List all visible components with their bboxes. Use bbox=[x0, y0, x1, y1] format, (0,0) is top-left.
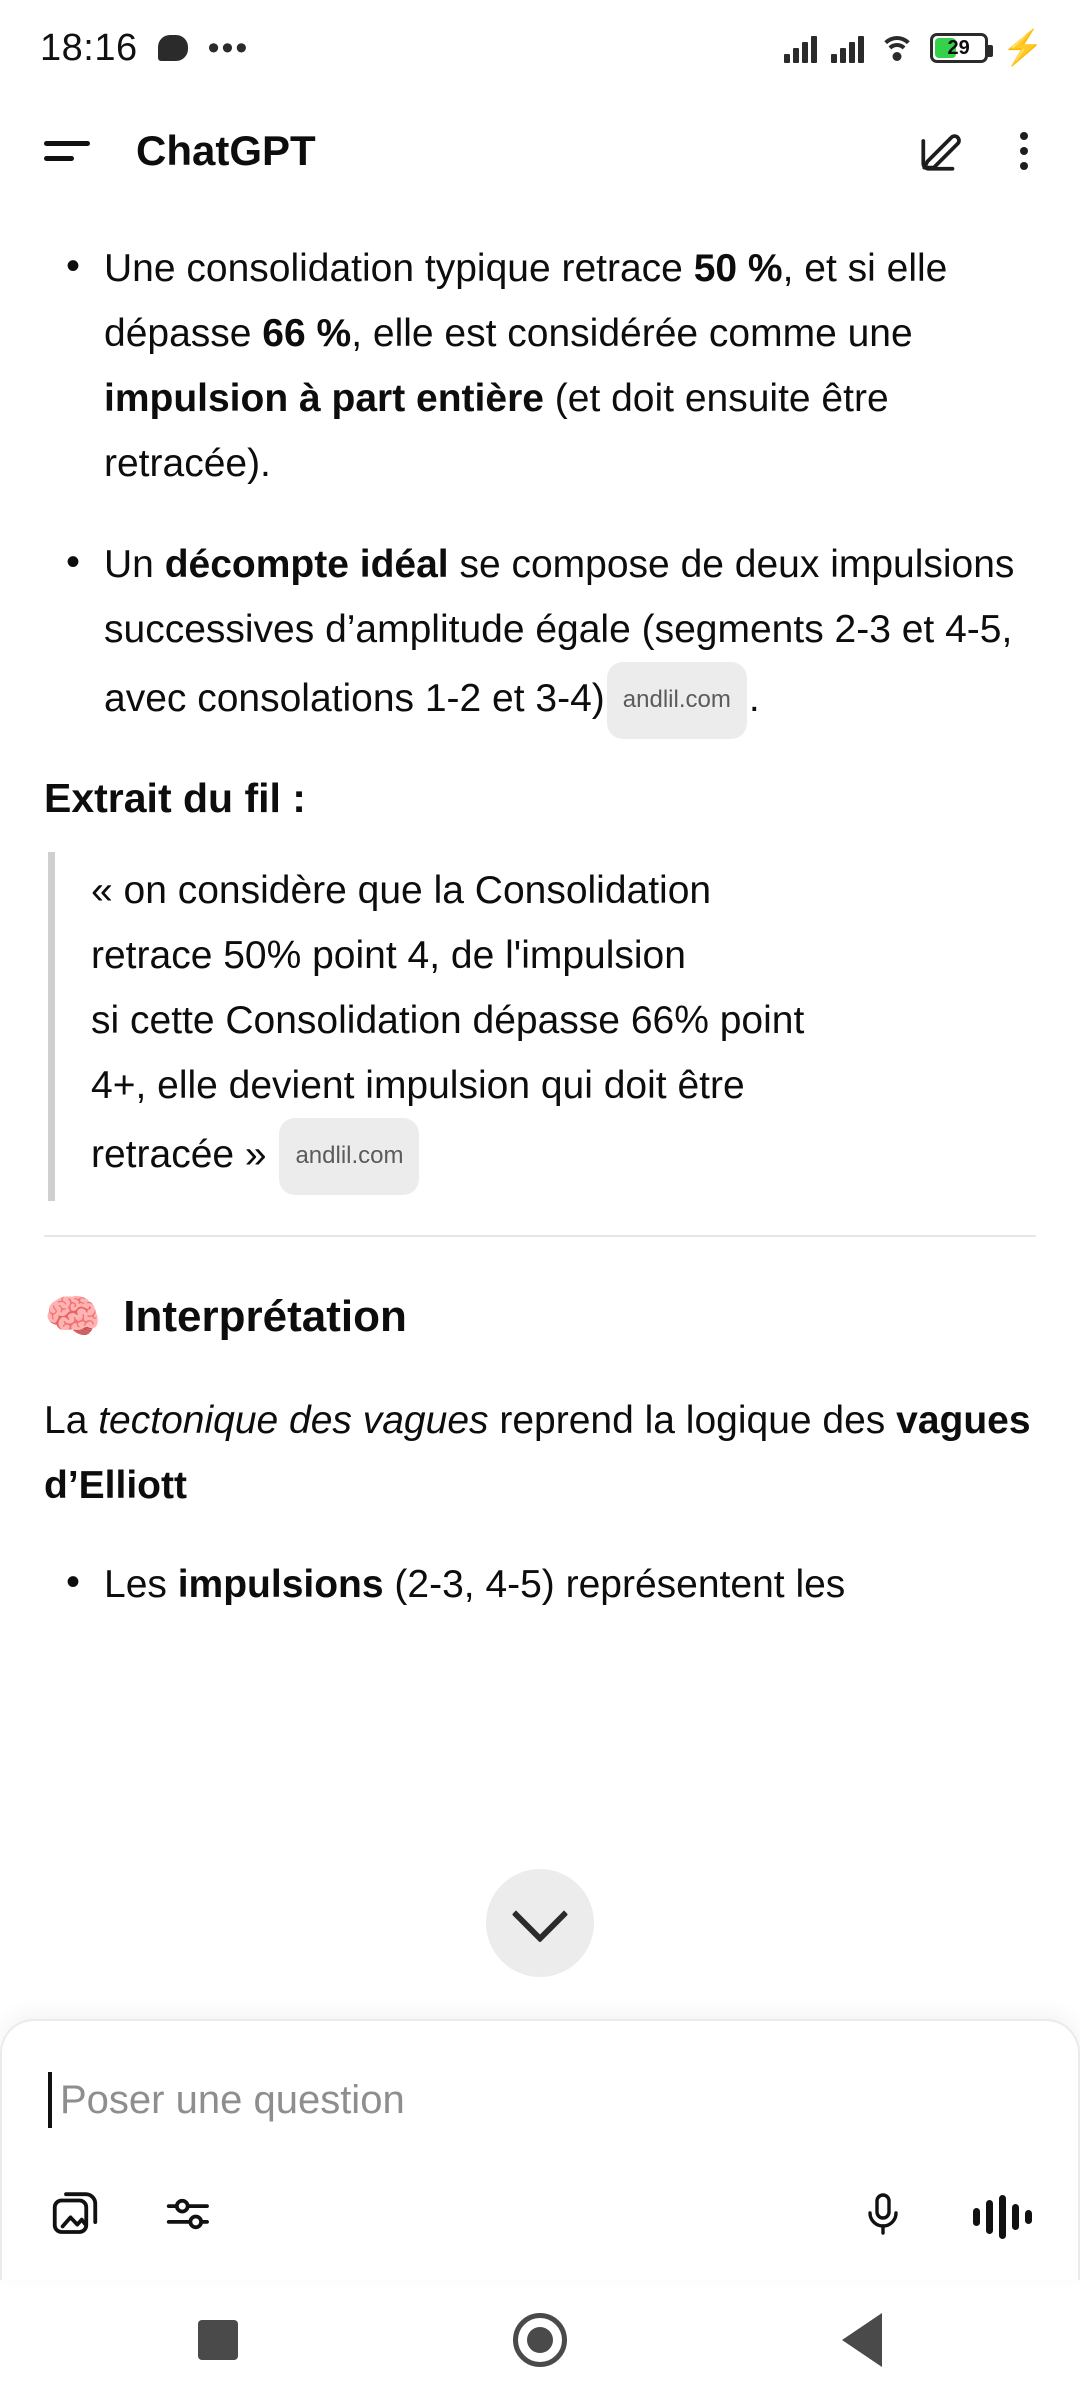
quote-lines: « on considère que la Consolidation retrace 50% point 4, de l'impulsion si cette Consolidation dépasse 66% point 4+, elle devient impulsion qui doit être retracée » bbox=[91, 869, 805, 1176]
triangle-back-icon[interactable] bbox=[842, 2313, 882, 2367]
waveform-icon[interactable] bbox=[973, 2195, 1032, 2239]
status-bar-left bbox=[40, 27, 249, 70]
bullet-list-secondary bbox=[62, 1552, 1036, 1617]
status-bar bbox=[0, 0, 1080, 96]
battery-icon bbox=[930, 33, 988, 63]
quote-text bbox=[91, 858, 1036, 1195]
app-header-actions bbox=[916, 126, 1036, 176]
composer-left-actions bbox=[48, 2187, 216, 2246]
interpretation-paragraph: La tectonique des vagues reprend la logique des vagues d’Elliott bbox=[44, 1399, 1031, 1507]
extract-heading: Extrait du fil : bbox=[44, 775, 306, 821]
compose-icon[interactable] bbox=[916, 126, 966, 176]
bullet-text-2: Un décompte idéal se compose de deux impulsions successives d’amplitude égale (segments 2-3 et 4-5, avec consolations 1-2 et 3-4) bbox=[104, 543, 1015, 720]
message-composer bbox=[0, 2019, 1080, 2280]
list-item bbox=[62, 236, 1036, 496]
composer-input-row[interactable] bbox=[48, 2065, 1032, 2135]
more-dots-icon: ••• bbox=[207, 29, 250, 67]
status-bar-right bbox=[784, 29, 1044, 67]
source-chip[interactable]: andlil.com bbox=[279, 1118, 419, 1195]
charging-bolt-icon: ⚡ bbox=[1001, 29, 1044, 67]
composer-right-actions bbox=[859, 2190, 1032, 2243]
section-divider bbox=[44, 1235, 1036, 1237]
hamburger-menu-icon[interactable] bbox=[44, 141, 90, 161]
bullet-list bbox=[62, 236, 1036, 739]
chevron-down-icon bbox=[512, 1886, 569, 1943]
battery-percent-label: 29 bbox=[947, 36, 970, 59]
chat-bubble-icon bbox=[158, 35, 188, 61]
list-item bbox=[62, 1552, 1036, 1617]
conversation-body bbox=[0, 206, 1080, 2019]
image-stack-icon[interactable] bbox=[48, 2187, 102, 2246]
signal-strength-icon-2 bbox=[831, 33, 864, 63]
square-recents-icon[interactable] bbox=[198, 2320, 238, 2360]
wifi-icon bbox=[878, 34, 916, 62]
scroll-to-bottom-button[interactable] bbox=[486, 1869, 594, 1977]
text-caret bbox=[48, 2072, 52, 2128]
circle-home-icon[interactable] bbox=[513, 2313, 567, 2367]
system-nav-bar bbox=[0, 2280, 1080, 2400]
bullet-text-1: Une consolidation typique retrace 50 %, et si elle dépasse 66 %, elle est considérée comme une impulsion à part entière (et doit ensuite être retracée). bbox=[104, 247, 948, 485]
quote-block bbox=[48, 852, 1036, 1201]
search-input-placeholder: Poser une question bbox=[60, 2077, 405, 2122]
brain-icon: 🧠 bbox=[44, 1290, 102, 1342]
status-clock: 18:16 bbox=[40, 26, 138, 69]
sliders-icon[interactable] bbox=[162, 2187, 216, 2246]
app-header bbox=[0, 96, 1080, 206]
composer-actions bbox=[48, 2187, 1032, 2254]
interpretation-heading bbox=[44, 1289, 1036, 1344]
signal-strength-icon-1 bbox=[784, 33, 817, 63]
microphone-icon[interactable] bbox=[859, 2190, 907, 2243]
bullet-suffix: . bbox=[748, 677, 760, 720]
list-item bbox=[62, 532, 1036, 739]
source-chip[interactable]: andlil.com bbox=[607, 662, 747, 739]
kebab-menu-icon[interactable] bbox=[1012, 128, 1036, 174]
bullet-text-3: Les impulsions (2-3, 4-5) représentent les bbox=[104, 1563, 846, 1606]
page-title: ChatGPT bbox=[136, 127, 316, 174]
interpretation-title: Interprétation bbox=[123, 1291, 407, 1341]
